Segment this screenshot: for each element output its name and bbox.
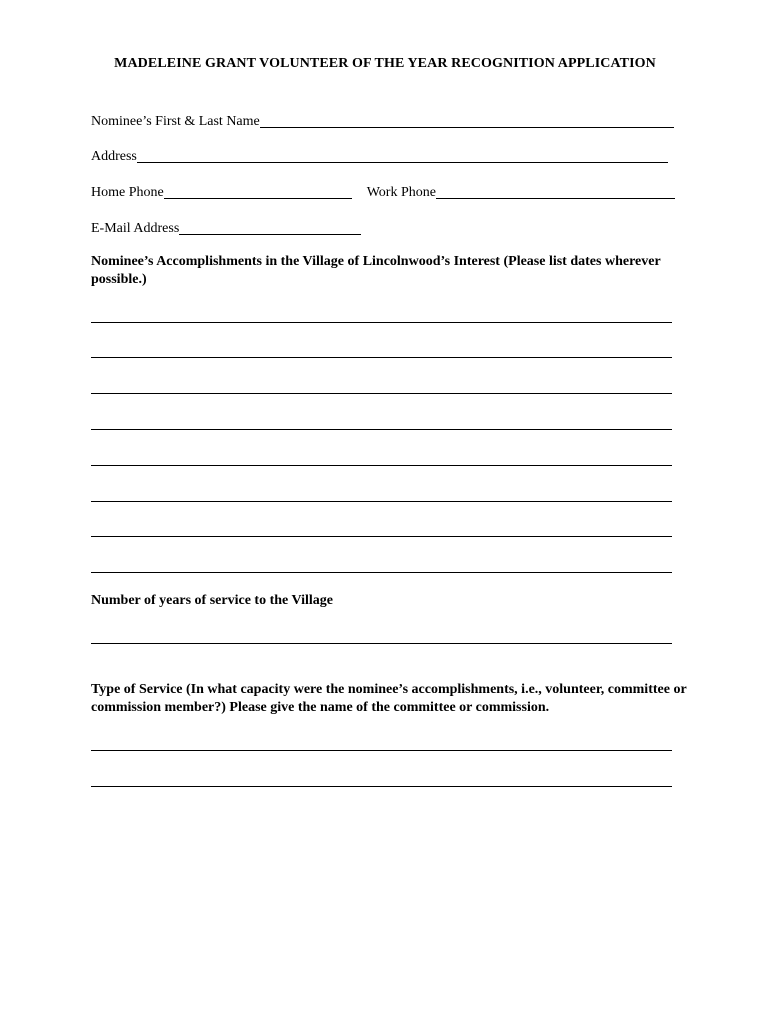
email-label: E-Mail Address [91, 221, 180, 236]
home-phone-label: Home Phone [91, 185, 164, 200]
service-type-line-1[interactable] [91, 750, 672, 751]
form-title: MADELEINE GRANT VOLUNTEER OF THE YEAR RECOGNITION APPLICATION [114, 56, 656, 71]
service-type-heading: Type of Service (In what capacity were the nominee’s accomplishments, i.e., volunteer, committee or commission member?) Please give the name of the committee or commission. [91, 682, 687, 715]
email-field[interactable] [179, 219, 361, 235]
email-row [91, 217, 361, 237]
accomplishments-line-3[interactable] [91, 393, 672, 394]
accomplishments-line-2[interactable] [91, 357, 672, 358]
accomplishments-line-5[interactable] [91, 465, 672, 466]
accomplishments-line-8[interactable] [91, 572, 672, 573]
phone-row [91, 181, 675, 201]
work-phone-label: Work Phone [366, 185, 436, 200]
nominee-name-label: Nominee’s First & Last Name [91, 114, 260, 129]
work-phone-field[interactable] [436, 183, 675, 199]
accomplishments-line-6[interactable] [91, 501, 672, 502]
accomplishments-line-4[interactable] [91, 429, 672, 430]
nominee-name-field[interactable] [260, 112, 674, 128]
accomplishments-line-7[interactable] [91, 536, 672, 537]
years-of-service-line[interactable] [91, 643, 672, 644]
years-of-service-heading: Number of years of service to the Village [91, 593, 333, 608]
address-field[interactable] [137, 147, 668, 163]
home-phone-field[interactable] [164, 183, 352, 199]
service-type-line-2[interactable] [91, 786, 672, 787]
accomplishments-line-1[interactable] [91, 322, 672, 323]
address-row [91, 145, 668, 165]
accomplishments-heading: Nominee’s Accomplishments in the Village of Lincolnwood’s Interest (Please list dates wherever possible.) [91, 254, 661, 287]
nominee-name-row [91, 110, 674, 130]
address-label: Address [91, 149, 137, 164]
